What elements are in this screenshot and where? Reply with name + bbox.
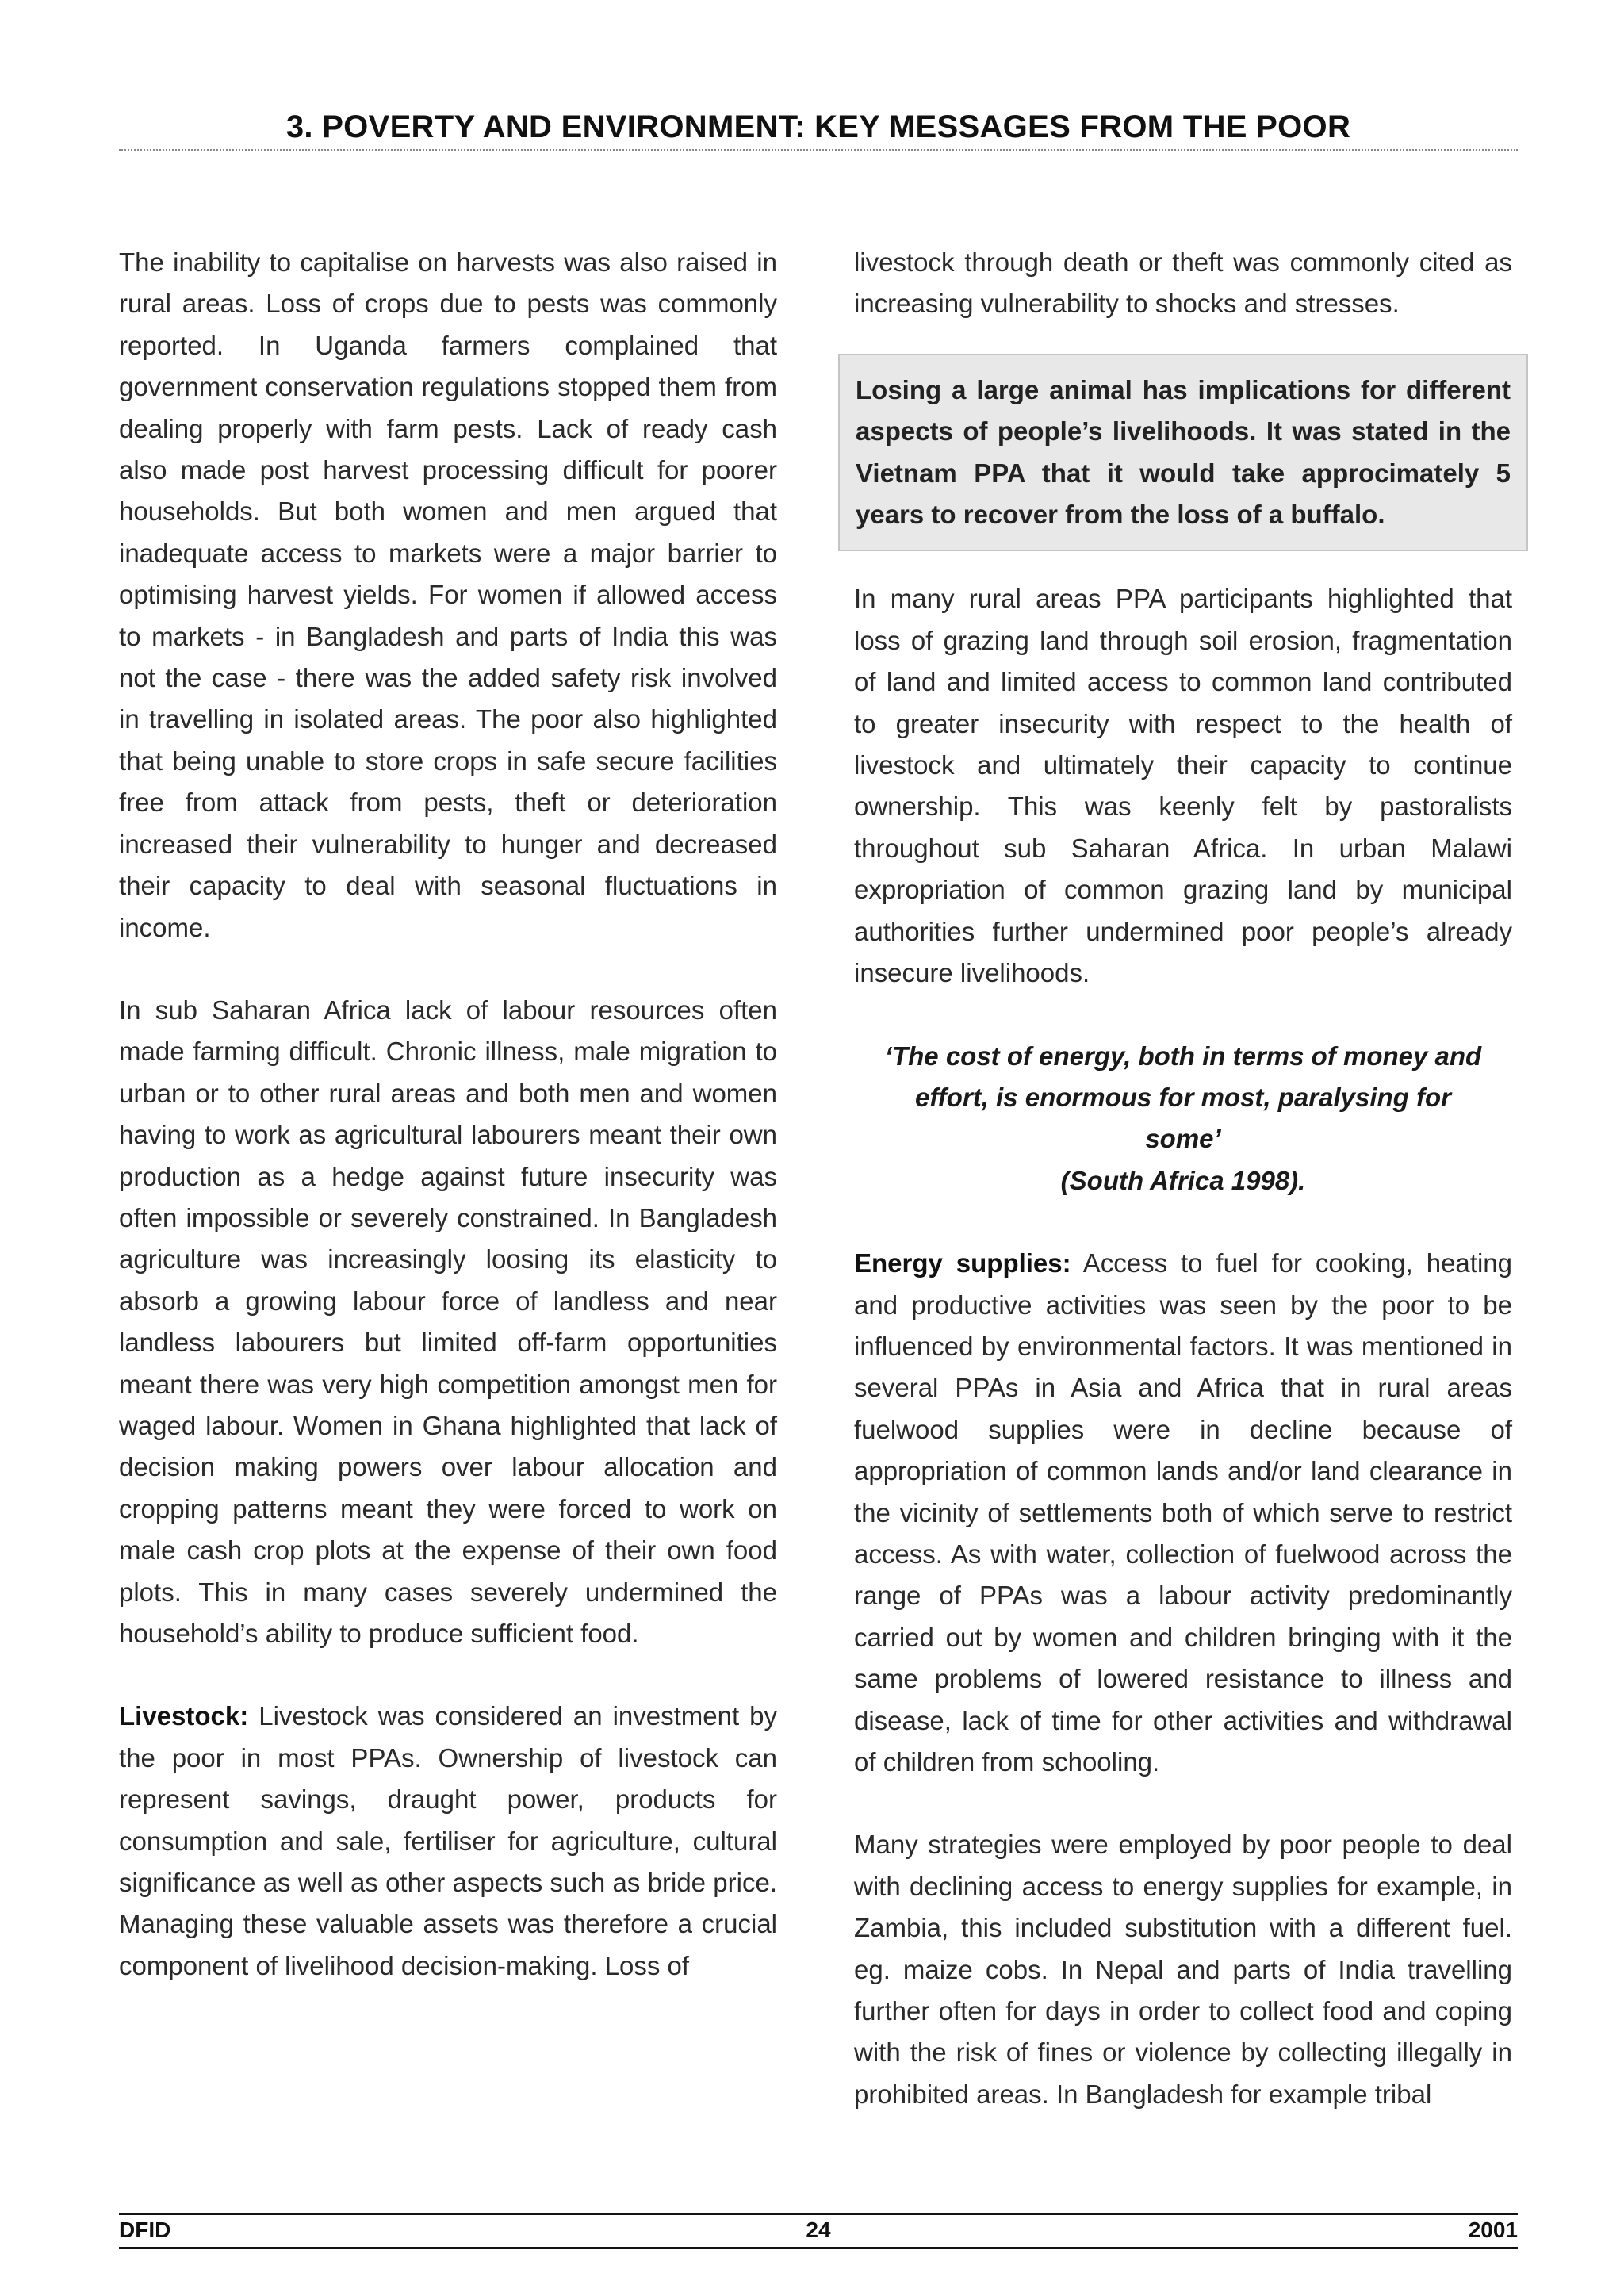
paragraph-livestock [119,1696,777,1987]
energy-supplies-heading: Energy supplies: [854,1248,1071,1278]
footer-rule-bottom [119,2247,1518,2249]
energy-quote [854,1036,1512,1202]
header-divider [119,149,1518,151]
energy-supplies-text: Access to fuel for cooking, heating and productive activities was seen by the poor to be influenced by environmental factors. It was mentioned in several PPAs in Asia and Africa that in rural areas fuelwood supplies were in decline because of appropriation of common lands and/or land clearance in the vicinity of settlements both of which serve to restrict access. As with water, collection of fuelwood across the range of PPAs was a labour activity predominantly carried out by women and children bringing with it the same problems of lowered resistance to illness and disease, lack of time for other activities and withdrawal of children from schooling. [854,1248,1512,1777]
right-column [854,242,1512,2156]
footer-publisher: DFID [119,2217,171,2242]
quote-text: ‘The cost of energy, both in terms of money and effort, is enormous for most, paralysing for some’ [884,1041,1482,1154]
livestock-heading: Livestock: [119,1701,249,1731]
paragraph-energy-supplies [854,1243,1512,1783]
buffalo-callout-box: Losing a large animal has implications for different aspects of people’s livelihoods. It was stated in the Vietnam PPA that it would take approcimately 5 years to recover from the loss of a buffalo. [838,354,1528,552]
paragraph-grazing-land: In many rural areas PPA participants highlighted that loss of grazing land through soil erosion, fragmentation of land and limited access to common land contributed to greater insecurity with respect to the health of livestock and ultimately their capacity to continue ownership. This was keenly felt by pastoralists throughout sub Saharan Africa. In urban Malawi expropriation of common grazing land by municipal authorities further undermined poor people’s already insecure livelihoods. [854,584,1512,988]
paragraph-labour: In sub Saharan Africa lack of labour resources often made farming difficult. Chronic illness, male migration to urban or to other rural areas and both men and women having to work as agricultural labourers meant their own production as a hedge against future insecurity was often impossible or severely constrained. In Bangladesh agriculture was increasingly loosing its elasticity to absorb a growing labour force of landless and near landless labourers but limited off-farm opportunities meant there was very high competition amongst men for waged labour. Women in Ghana highlighted that lack of decision making powers over labour allocation and cropping patterns meant they were forced to work on male cash crop plots at the expense of their own food plots. This in many cases severely undermined the household’s ability to produce sufficient food. [119,995,777,1648]
livestock-text: Livestock was considered an investment by the poor in most PPAs. Ownership of livestock can represent savings, draught power, products for consumption and sale, fertiliser for agriculture, cultural significance as well as other aspects such as bride price. Managing these valuable assets was therefore a crucial component of livelihood decision-making. Loss of [119,1701,777,1980]
footer-rule-top [119,2213,1518,2215]
page-footer [119,2217,1518,2244]
quote-source: (South Africa 1998). [1060,1165,1306,1195]
footer-year: 2001 [1468,2217,1518,2242]
paragraph-harvests: The inability to capitalise on harvests was also raised in rural areas. Loss of crops due to pests was commonly reported. In Uganda farmers complained that government conservation regulations stopped them from dealing properly with farm pests. Lack of ready cash also made post harvest processing difficult for poorer households. But both women and men argued that inadequate access to markets were a major barrier to optimising harvest yields. For women if allowed access to markets - in Bangladesh and parts of India this was not the case - there was the added safety risk involved in travelling in isolated areas. The poor also highlighted that being unable to store crops in safe secure facilities free from attack from pests, theft or deterioration increased their vulnerability to hunger and decreased their capacity to deal with seasonal fluctuations in income. [119,247,777,942]
paragraph-livestock-continued: livestock through death or theft was commonly cited as increasing vulnerability to shocks and stresses. [854,247,1512,319]
page-title: 3. POVERTY AND ENVIRONMENT: KEY MESSAGES FROM THE POOR [285,109,1351,144]
paragraph-strategies: Many strategies were employed by poor people to deal with declining access to energy supplies for example, in Zambia, this included substitution with a different fuel. eg. maize cobs. In Nepal and parts of India travelling further often for days in order to collect food and coping with the risk of fines or violence by collecting illegally in prohibited areas. In Bangladesh for example tribal [854,1830,1512,2109]
page-number: 24 [806,2217,831,2242]
left-column [119,242,777,2028]
